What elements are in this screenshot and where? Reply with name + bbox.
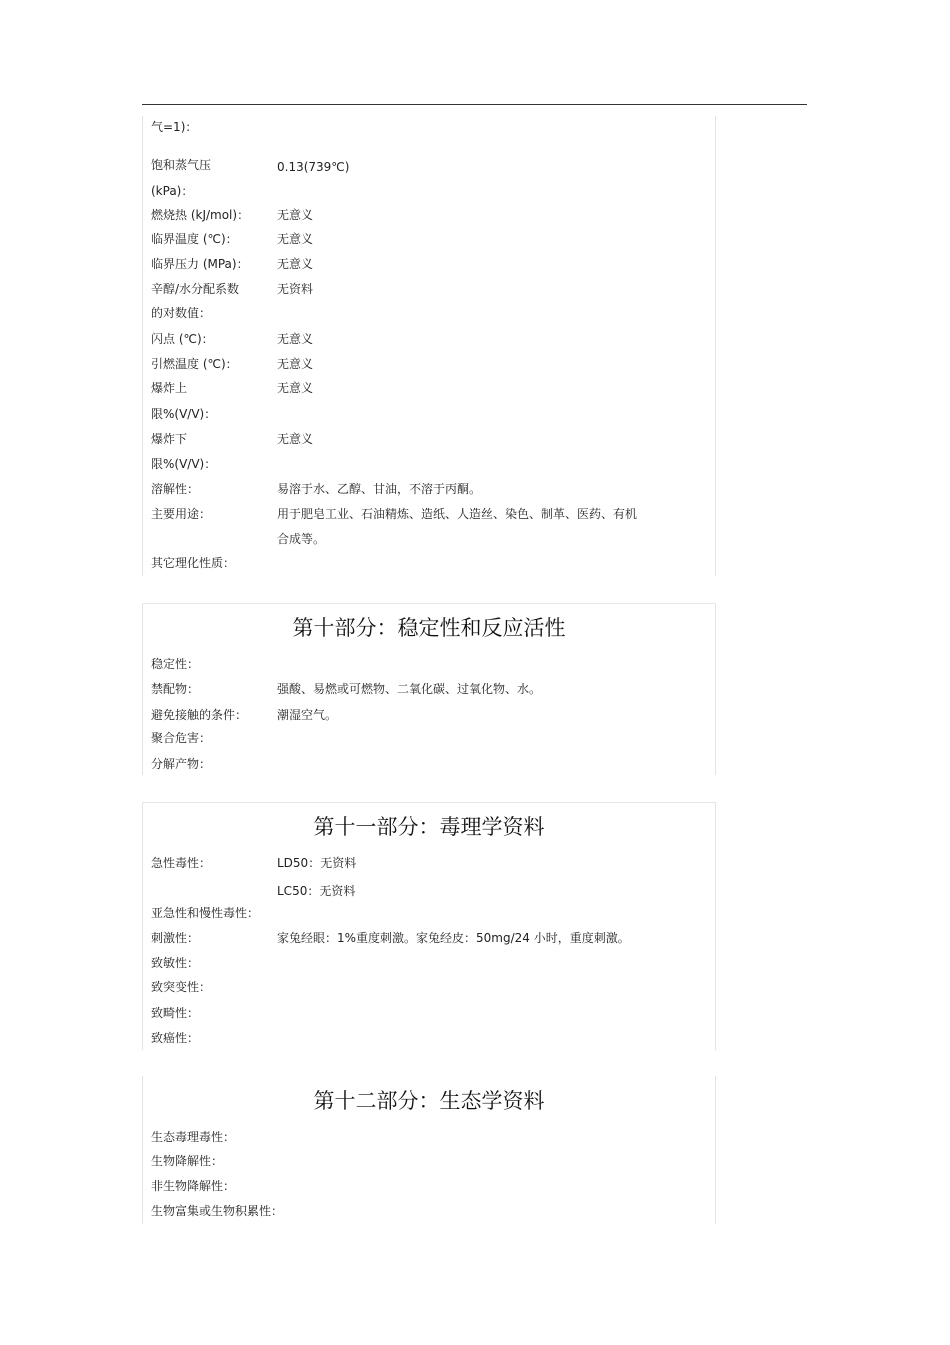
row-value: 无意义 (277, 432, 314, 446)
row-label: 生态毒理毒性： (151, 1130, 236, 1144)
row-value: 无意义 (277, 381, 314, 395)
row-label: 饱和蒸气压 (151, 158, 212, 172)
row-value: 无资料 (277, 282, 314, 296)
row-value: 无意义 (277, 332, 314, 346)
row-label: 闪点 (℃)： (151, 332, 214, 346)
row-label: 刺激性： (151, 931, 200, 945)
row-value: 无意义 (277, 232, 314, 246)
row-label: 致癌性： (151, 1031, 200, 1045)
row-value: 无意义 (277, 357, 314, 371)
row-value: 家兔经眼：1%重度刺激。家兔经皮：50mg/24 小时，重度刺激。 (277, 931, 630, 945)
row-label: 非生物降解性： (151, 1179, 236, 1193)
row-label: 限%(V/V)： (151, 407, 217, 421)
row-label: (kPa)： (151, 184, 194, 198)
row-label: 主要用途： (151, 507, 212, 521)
row-value: 0.13(739℃) (277, 160, 350, 174)
row-value: LC50：无资料 (277, 884, 356, 898)
row-label: 辛醇/水分配系数 (151, 282, 240, 296)
row-label: 分解产物： (151, 757, 212, 771)
row-value: 易溶于水、乙醇、甘油，不溶于丙酮。 (277, 482, 482, 496)
row-label: 其它理化性质： (151, 556, 236, 570)
row-label: 爆炸下 (151, 432, 188, 446)
row-label: 气=1)： (151, 120, 198, 134)
row-label: 限%(V/V)： (151, 457, 217, 471)
row-value: 用于肥皂工业、石油精炼、造纸、人造丝、染色、制革、医药、有机 (277, 507, 638, 521)
row-label: 急性毒性： (151, 856, 212, 870)
section10-box (142, 603, 716, 775)
row-value: 无意义 (277, 208, 314, 222)
row-value: 强酸、易燃或可燃物、二氧化碳、过氧化物、水。 (277, 682, 542, 696)
row-label: 引燃温度 (℃)： (151, 357, 238, 371)
row-label: 亚急性和慢性毒性： (151, 906, 260, 920)
row-label: 爆炸上 (151, 381, 188, 395)
section12-box (142, 1076, 716, 1224)
row-value: LD50：无资料 (277, 856, 357, 870)
row-label: 聚合危害： (151, 731, 212, 745)
row-label: 燃烧热 (kJ/mol)： (151, 208, 250, 222)
section-title: 第十二部分：生态学资料 (313, 1089, 545, 1113)
row-label: 避免接触的条件： (151, 708, 248, 722)
row-label: 的对数值： (151, 306, 212, 320)
top-rule (142, 104, 807, 105)
row-label: 生物降解性： (151, 1154, 224, 1168)
row-label: 致突变性： (151, 980, 212, 994)
row-label: 致畸性： (151, 1006, 200, 1020)
row-label: 临界压力 (MPa)： (151, 257, 249, 271)
row-label: 临界温度 (℃)： (151, 232, 238, 246)
row-value: 合成等。 (277, 532, 326, 546)
row-value: 无意义 (277, 257, 314, 271)
row-label: 生物富集或生物积累性： (151, 1204, 284, 1218)
row-value: 潮湿空气。 (277, 708, 338, 722)
section-title: 第十部分：稳定性和反应活性 (292, 616, 566, 640)
row-label: 溶解性： (151, 482, 200, 496)
section11-box (142, 802, 716, 1050)
row-label: 稳定性： (151, 657, 200, 671)
row-label: 致敏性： (151, 956, 200, 970)
row-label: 禁配物： (151, 682, 200, 696)
section-title: 第十一部分：毒理学资料 (313, 815, 545, 839)
section9-box (142, 116, 716, 576)
